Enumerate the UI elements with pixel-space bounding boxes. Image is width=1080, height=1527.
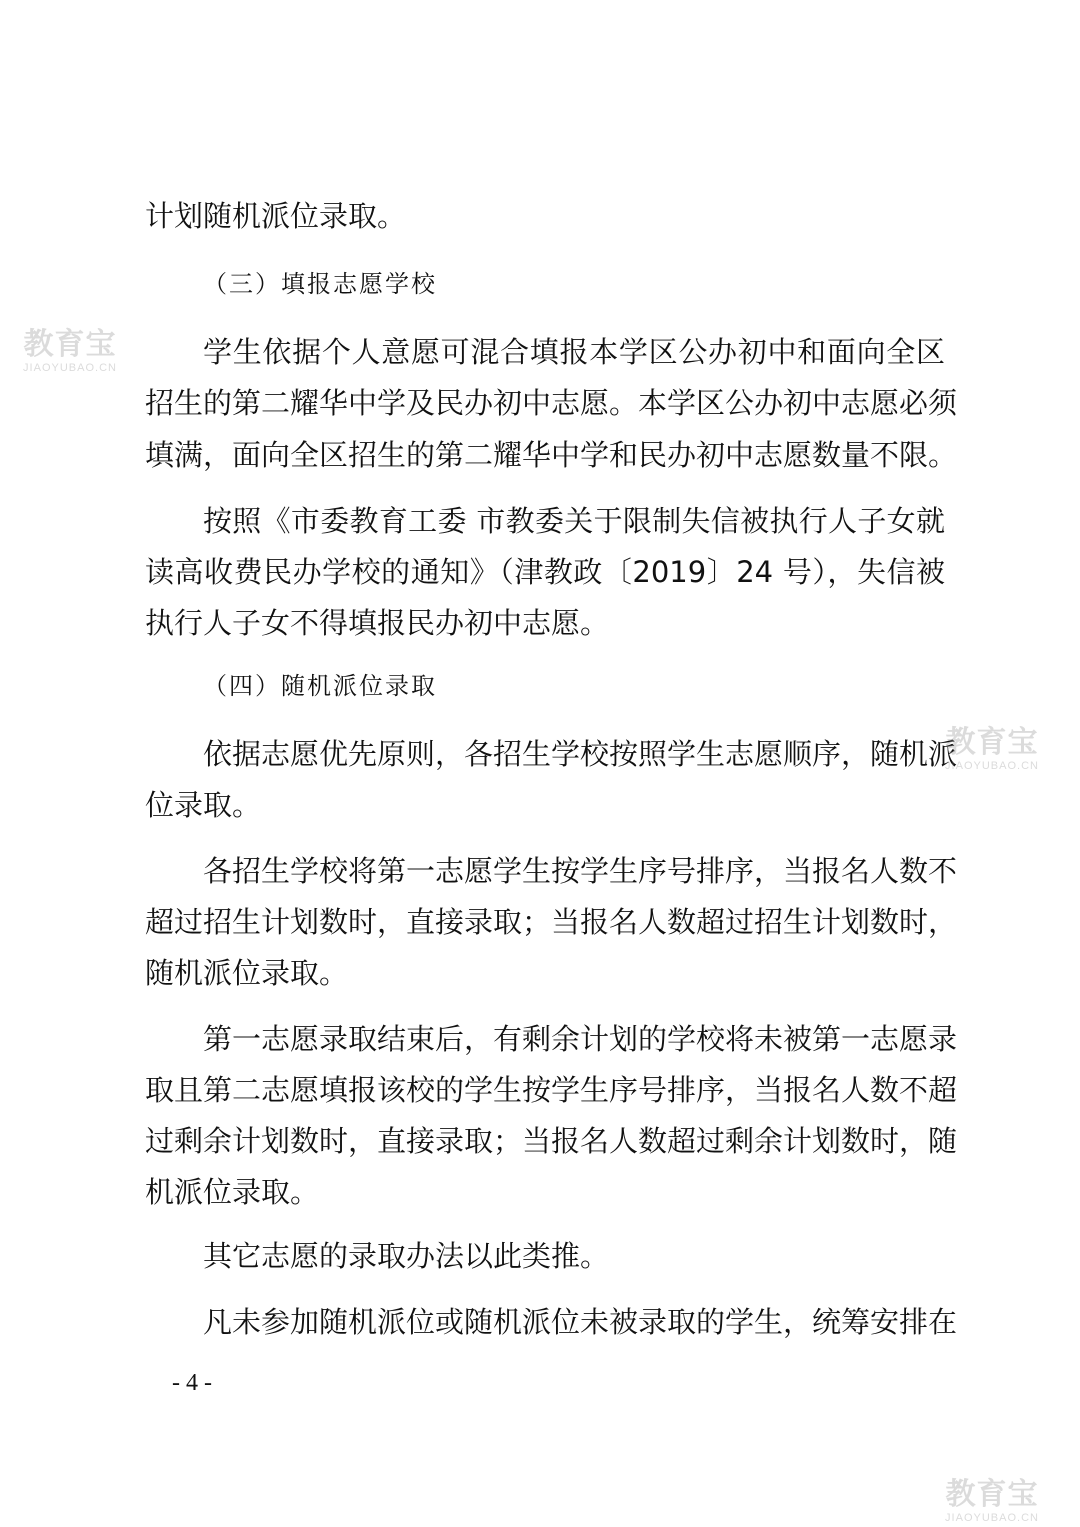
paragraph-line: 按照《市委教育工委 市教委关于限制失信被执行人子女就 [203, 504, 945, 538]
watermark-logo [922, 726, 1062, 772]
page-number: - 4 - [172, 1370, 212, 1396]
watermark-site-text: JIAOYUBAO.CN [945, 760, 1039, 772]
watermark-site-text: JIAOYUBAO.CN [945, 1512, 1039, 1524]
section-heading: （四）随机派位录取 [203, 672, 437, 700]
paragraph-line: 读高收费民办学校的通知》（津教政〔2019〕24 号），失信被 [145, 555, 945, 589]
paragraph-line: 招生的第二耀华中学及民办初中志愿。本学区公办初中志愿必须 [145, 386, 958, 420]
paragraph-line: 填满，面向全区招生的第二耀华中学和民办初中志愿数量不限。 [145, 438, 958, 472]
paragraph-line: 执行人子女不得填报民办初中志愿。 [145, 606, 610, 640]
watermark-logo-text: 教育宝 [23, 327, 117, 362]
paragraph-line: 取且第二志愿填报该校的学生按学生序号排序，当报名人数不超 [145, 1073, 958, 1107]
paragraph-line: 学生依据个人意愿可混合填报本学区公办初中和面向全区 [203, 335, 945, 369]
paragraph-line: 第一志愿录取结束后，有剩余计划的学校将未被第一志愿录 [203, 1022, 958, 1056]
watermark-logo [0, 328, 140, 374]
paragraph-line: 依据志愿优先原则，各招生学校按照学生志愿顺序，随机派 [203, 737, 958, 771]
paragraph-line: 位录取。 [145, 788, 262, 822]
paragraph-line: 凡未参加随机派位或随机派位未被录取的学生，统筹安排在 [203, 1305, 958, 1339]
section-heading: （三）填报志愿学校 [203, 270, 437, 298]
paragraph-line: 其它志愿的录取办法以此类推。 [203, 1239, 610, 1273]
paragraph-line: 超过招生计划数时，直接录取；当报名人数超过招生计划数时， [145, 905, 958, 939]
paragraph-line: 机派位录取。 [145, 1175, 320, 1209]
paragraph-line: 计划随机派位录取。 [145, 199, 407, 233]
watermark-logo [922, 1478, 1062, 1524]
watermark-logo-text: 教育宝 [945, 1477, 1039, 1512]
watermark-logo-text: 教育宝 [945, 725, 1039, 760]
watermark-site-text: JIAOYUBAO.CN [23, 362, 117, 374]
paragraph-line: 随机派位录取。 [145, 956, 349, 990]
paragraph-line: 各招生学校将第一志愿学生按学生序号排序，当报名人数不 [203, 854, 958, 888]
paragraph-line: 过剩余计划数时，直接录取；当报名人数超过剩余计划数时，随 [145, 1124, 958, 1158]
